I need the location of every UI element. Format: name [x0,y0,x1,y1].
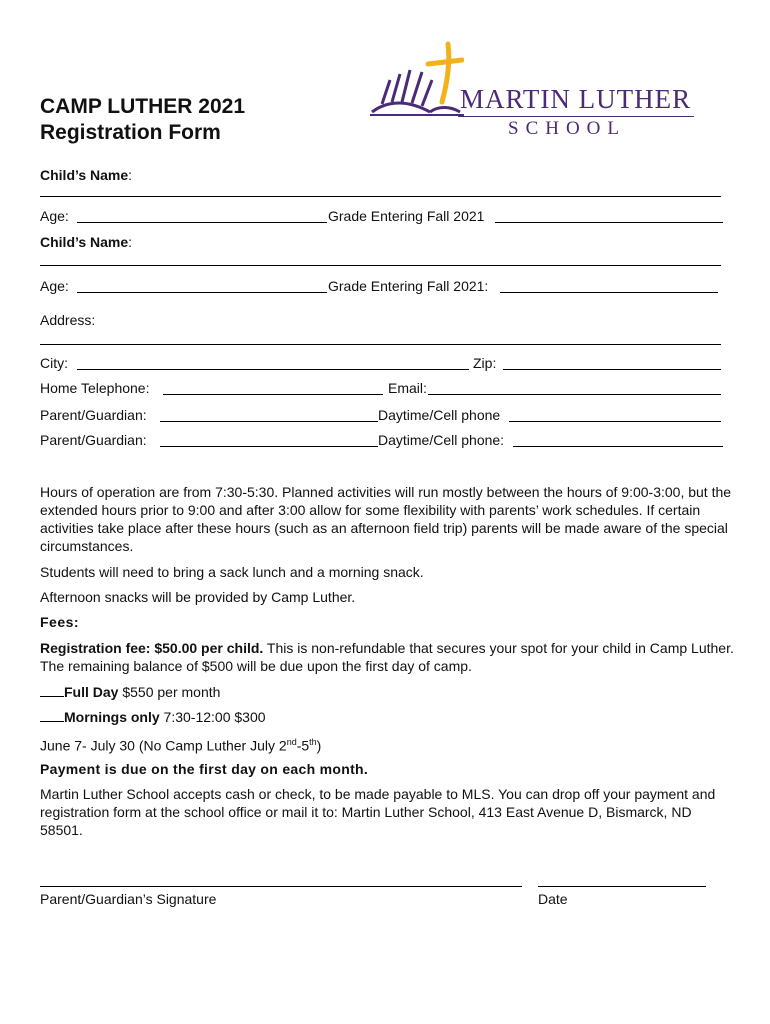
logo-school-name: MARTIN LUTHER [460,84,692,114]
grade-label-1: Grade Entering Fall 2021 [328,208,485,224]
city-label: City: [40,355,68,371]
full-day-label: Full Day [64,684,119,700]
logo-divider [458,116,694,117]
address-field[interactable] [40,344,721,345]
parent-label-1: Parent/Guardian: [40,407,147,423]
title-line-1: CAMP LUTHER 2021 [40,95,245,118]
form-title [40,94,245,146]
full-day-price: $550 per month [118,684,221,700]
registration-fee-bold: Registration fee: $50.00 per child. [40,640,264,656]
grade-field-2[interactable] [500,292,718,293]
parent-field-1[interactable] [160,421,378,422]
signature-field[interactable] [40,886,522,887]
age-label-1: Age: [40,208,69,224]
snack-paragraph: Afternoon snacks will be provided by Camp Luther. [40,589,356,605]
parent-field-2[interactable] [160,446,378,447]
school-logo [368,40,698,144]
open-book-cross-icon [368,40,464,120]
mornings-label: Mornings only [64,709,160,725]
cell-label-2: Daytime/Cell phone: [378,432,505,448]
child-name-label-2: Child’s Name: [40,234,133,250]
zip-field[interactable] [503,369,721,370]
mornings-option [40,708,735,726]
age-field-2[interactable] [77,292,327,293]
zip-label: Zip: [473,355,497,371]
mornings-price: 7:30-12:00 $300 [159,709,266,725]
email-field[interactable] [428,394,721,395]
child-name-field-2[interactable] [40,265,721,266]
payment-due-heading: Payment is due on the first day on each month. [40,761,369,777]
child-name-field-1[interactable] [40,196,721,197]
logo-school-word: SCHOOL [508,118,627,139]
payment-paragraph: Martin Luther School accepts cash or check, to be made payable to MLS. You can drop off your payment and registration form at the school office or mail it to: Martin Luther School, 413 East Avenue D, Bismarck, ND 58501. [40,786,716,838]
home-phone-label: Home Telephone: [40,380,150,396]
email-label: Email: [388,380,427,396]
age-field-1[interactable] [77,222,327,223]
cell-label-1: Daytime/Cell phone [378,407,501,423]
signature-label: Parent/Guardian’s Signature [40,891,217,907]
grade-field-1[interactable] [495,222,723,223]
age-label-2: Age: [40,278,69,294]
child-name-label-1: Child’s Name: [40,167,133,183]
mornings-checkbox[interactable] [40,709,64,722]
full-day-checkbox[interactable] [40,684,64,697]
parent-label-2: Parent/Guardian: [40,432,147,448]
date-field[interactable] [538,886,706,887]
registration-fee-paragraph [40,639,735,675]
registration-fee-text: This is non-refundable that secures your spot for your child in Camp Luther. The remaining balance of $500 will be due upon the first day of camp. [40,640,734,674]
full-day-option [40,683,735,701]
city-field[interactable] [77,369,469,370]
fees-heading: Fees: [40,614,80,630]
camp-dates: June 7- July 30 (No Camp Luther July 2nd-5th) [40,737,322,754]
hours-paragraph: Hours of operation are from 7:30-5:30. Planned activities will run mostly between the hours of 9:00-3:00, but the extended hours prior to 9:00 and after 3:00 allow for some flexibility with parents’ work schedules. If certain activities take place after these hours (such as an afternoon field trip) parents will be made aware of the special circumstances. [40,484,732,554]
lunch-paragraph: Students will need to bring a sack lunch and a morning snack. [40,564,424,580]
date-label: Date [538,891,568,907]
title-line-2: Registration Form [40,121,221,144]
home-phone-field[interactable] [163,394,383,395]
grade-label-2: Grade Entering Fall 2021: [328,278,489,294]
address-label: Address: [40,312,96,328]
cell-field-1[interactable] [509,421,721,422]
cell-field-2[interactable] [513,446,723,447]
